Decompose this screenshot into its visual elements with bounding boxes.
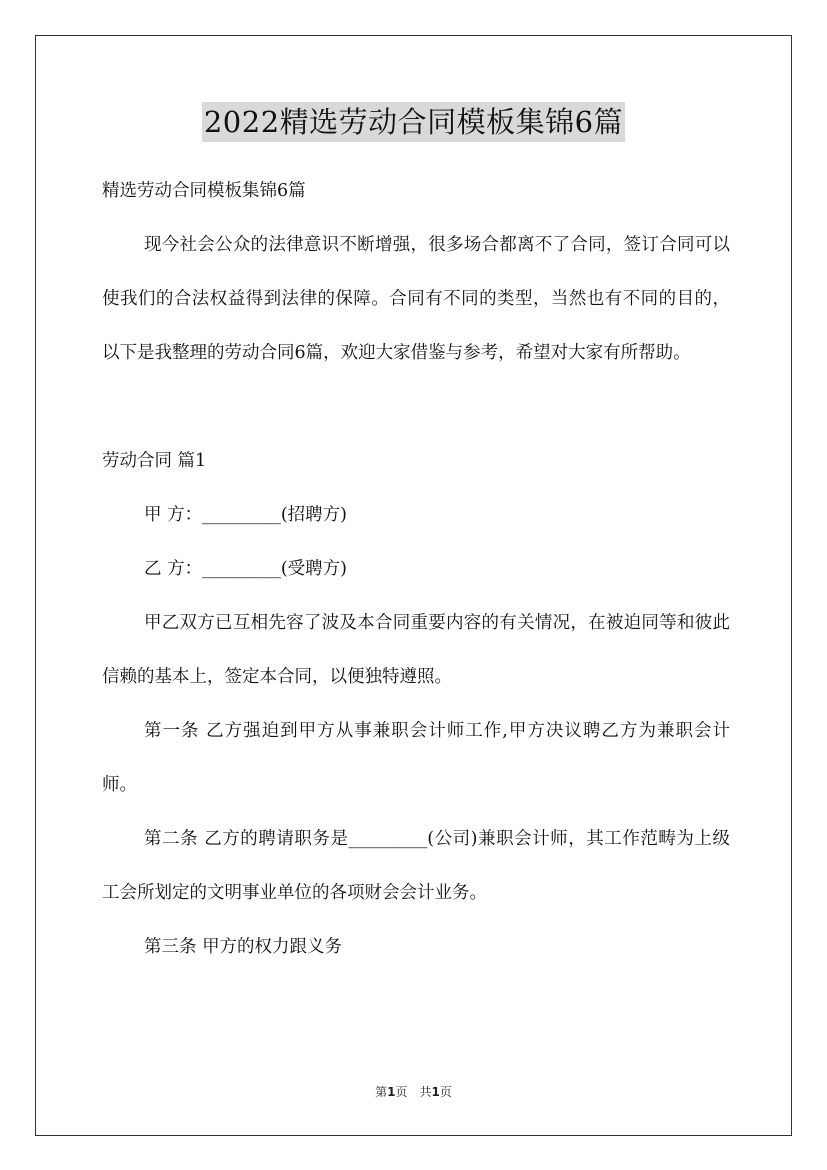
title-container [0,102,827,142]
document-body [102,164,730,974]
footer-page-total: 1 [431,1085,440,1099]
footer-page-suffix: 页 [439,1085,452,1099]
footer-page-mid: 页 共 [395,1085,432,1099]
party-a-line: 甲 方：_________(招聘方) [144,505,347,525]
document-title: 2022精选劳动合同模板集锦6篇 [202,102,625,142]
footer-page-current: 1 [387,1085,396,1099]
section-heading: 劳动合同 篇1 [102,451,207,471]
party-b-line: 乙 方：_________(受聘方) [144,559,347,579]
article-2: 第二条 乙方的聘请职务是_________(公司)兼职会计师，其工作范畴为上级工会所划定的文明事业单位的各项财会会计业务。 [102,829,730,903]
page-footer [0,1083,827,1101]
document-subtitle: 精选劳动合同模板集锦6篇 [102,181,306,201]
agreement-paragraph: 甲乙双方已互相先容了波及本合同重要内容的有关情况，在被迫同等和彼此信赖的基本上，签定本合同，以便独特遵照。 [102,613,730,687]
article-3: 第三条 甲方的权力跟义务 [144,937,343,957]
article-1: 第一条 乙方强迫到甲方从事兼职会计师工作,甲方决议聘乙方为兼职会计师。 [102,721,730,795]
footer-page-prefix: 第 [375,1085,388,1099]
intro-paragraph: 现今社会公众的法律意识不断增强，很多场合都离不了合同，签订合同可以使我们的合法权益得到法律的保障。合同有不同的类型，当然也有不同的目的，以下是我整理的劳动合同6篇，欢迎大家借鉴与参考，希望对大家有所帮助。 [102,235,730,363]
paragraph-spacer [102,380,730,434]
